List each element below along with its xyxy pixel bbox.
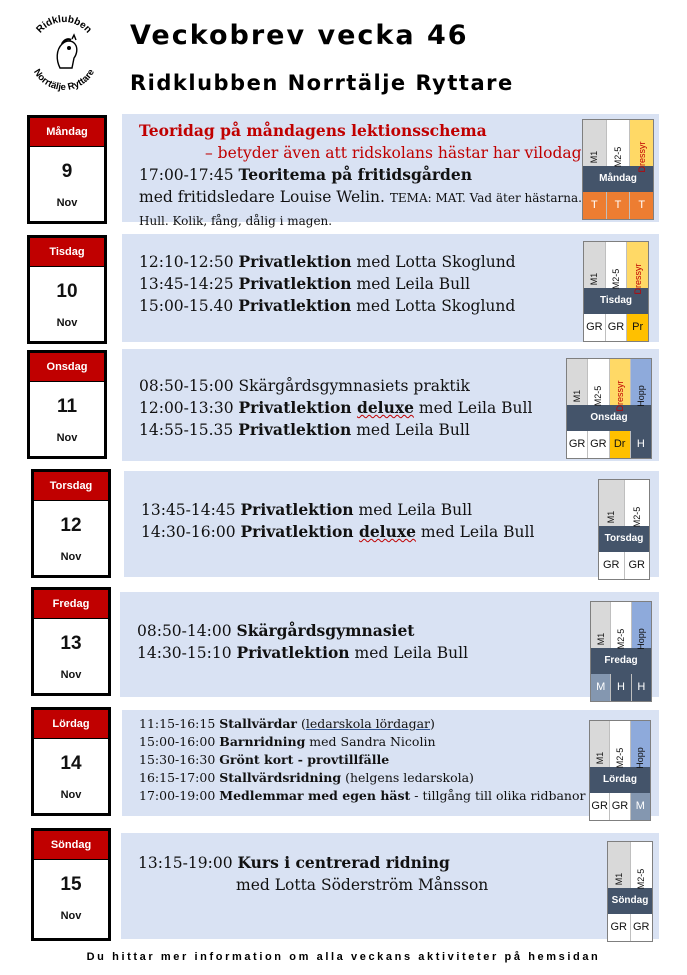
date-box-onsdag bbox=[27, 350, 107, 459]
club-logo bbox=[22, 10, 106, 94]
schedule-cell: GR bbox=[590, 793, 610, 820]
schedule-cell: GR bbox=[567, 431, 588, 458]
svg-text:Norrtälje Ryttare bbox=[31, 67, 97, 93]
schedule-table-måndag bbox=[582, 119, 654, 220]
schedule-column-label: M1 bbox=[606, 510, 617, 524]
schedule-column-header bbox=[627, 242, 648, 295]
day-number: 12 bbox=[60, 515, 82, 536]
schedule-table-onsdag bbox=[566, 358, 652, 459]
schedule-cell: H bbox=[632, 674, 651, 701]
schedule-table-tisdag bbox=[583, 241, 649, 342]
schedule-column-header bbox=[606, 242, 628, 288]
day-month: Nov bbox=[56, 317, 78, 329]
day-number: 9 bbox=[61, 161, 73, 182]
activity-text: med Leila Bull bbox=[349, 644, 469, 662]
activity-line bbox=[139, 375, 532, 397]
activity-text: med Leila Bull bbox=[351, 275, 471, 293]
schedule-column-header bbox=[607, 120, 631, 166]
activity-text: 14:30-16:00 bbox=[141, 523, 241, 541]
day-month: Nov bbox=[60, 669, 82, 681]
activity-line bbox=[139, 186, 582, 209]
schedule-column-header bbox=[583, 120, 607, 166]
schedule-column-label: M2-5 bbox=[615, 628, 626, 650]
activity-text: med Lotta Skoglund bbox=[351, 253, 516, 271]
activity-text: ledarskola lördagar bbox=[305, 716, 431, 731]
day-name: Söndag bbox=[34, 831, 108, 860]
schedule-column-header bbox=[632, 602, 651, 648]
activity-text: Stallvärdsridning bbox=[219, 770, 342, 785]
day-panel-tisdag bbox=[122, 234, 659, 342]
activity-line bbox=[139, 164, 582, 186]
activity-text: Privatlektion bbox=[238, 398, 357, 417]
activity-text: Privatlektion bbox=[238, 296, 352, 315]
activity-text: (helgens ledarskola) bbox=[341, 770, 474, 785]
schedule-day-label: Fredag bbox=[591, 648, 651, 674]
schedule-column-label: M1 bbox=[589, 150, 600, 164]
day-name: Lördag bbox=[34, 710, 108, 739]
schedule-day-label: Torsdag bbox=[599, 526, 649, 552]
schedule-table-fredag bbox=[590, 601, 652, 702]
activity-text: 13:15-19:00 bbox=[138, 854, 238, 872]
schedule-day-label: Tisdag bbox=[584, 288, 648, 314]
svg-text:Ridklubben bbox=[34, 14, 93, 36]
schedule-column-label: M2-5 bbox=[631, 506, 642, 528]
schedule-cell: Pr bbox=[627, 314, 648, 341]
activity-text: Teoridag på måndagens lektionsschema bbox=[139, 121, 487, 140]
schedule-cell: GR bbox=[631, 914, 653, 941]
schedule-column-header bbox=[611, 602, 631, 648]
activity-text: Stallvärdar bbox=[219, 716, 298, 731]
page-subtitle: Ridklubben Norrtälje Ryttare bbox=[130, 71, 514, 95]
schedule-column-header bbox=[631, 842, 653, 888]
day-panel-söndag bbox=[121, 833, 659, 939]
schedule-column-label: M2-5 bbox=[614, 747, 625, 769]
activity-text: med Leila Bull bbox=[351, 421, 470, 439]
activity-text: 11:15-16:15 bbox=[139, 716, 220, 731]
activity-text: 14:30-15:10 bbox=[137, 644, 237, 662]
activity-line bbox=[139, 251, 516, 273]
activity-text: med Sandra Nicolin bbox=[305, 734, 436, 749]
day-name: Onsdag bbox=[30, 353, 104, 382]
schedule-column-header bbox=[631, 721, 650, 767]
day-name: Torsdag bbox=[34, 472, 108, 501]
activity-text: 12:10-12:50 bbox=[139, 253, 239, 271]
day-panel-torsdag bbox=[124, 471, 659, 577]
activity-line bbox=[139, 733, 586, 751]
activity-text: Medlemmar med egen häst bbox=[219, 788, 411, 803]
day-name: Tisdag bbox=[30, 238, 104, 267]
activity-text: TEMA: MAT. Vad äter hästarna. bbox=[389, 191, 582, 205]
activity-text: Privatlektion bbox=[238, 420, 352, 439]
date-box-måndag bbox=[27, 115, 107, 224]
activity-text: Privatlektion bbox=[238, 274, 352, 293]
activity-text: 13:45-14:45 bbox=[141, 501, 241, 519]
schedule-column-label: M1 bbox=[589, 272, 600, 286]
activity-text: deluxe bbox=[356, 398, 414, 417]
activity-text: 17:00-19:00 bbox=[139, 788, 220, 803]
activity-text: med Lotta Söderström Månsson bbox=[236, 876, 489, 894]
schedule-column-label: Dressyr bbox=[614, 380, 625, 412]
activity-text: deluxe bbox=[358, 522, 416, 541]
activity-text: Privatlektion bbox=[240, 522, 359, 541]
schedule-cell: GR bbox=[608, 914, 631, 941]
schedule-column-header bbox=[584, 242, 606, 288]
schedule-cell: T bbox=[583, 192, 607, 219]
schedule-column-label: Hopp bbox=[636, 628, 647, 650]
schedule-cell: T bbox=[607, 192, 631, 219]
activity-text: Privatlektion bbox=[238, 252, 352, 271]
schedule-column-header bbox=[631, 359, 651, 405]
activity-text: 15:30-16:30 bbox=[139, 752, 220, 767]
schedule-column-label: Dressyr bbox=[632, 263, 643, 295]
activity-text: 15:00-15.40 bbox=[139, 297, 239, 315]
schedule-column-label: M2-5 bbox=[593, 385, 604, 407]
activity-line bbox=[139, 120, 582, 142]
activity-line bbox=[139, 769, 586, 787]
activity-text: ( bbox=[297, 716, 306, 731]
day-month: Nov bbox=[56, 432, 78, 444]
schedule-column-label: M1 bbox=[594, 751, 605, 765]
day-name: Måndag bbox=[30, 118, 104, 147]
schedule-cell: T bbox=[630, 192, 653, 219]
activity-text: med fritidsledare Louise Welin. bbox=[139, 188, 390, 206]
date-box-tisdag bbox=[27, 235, 107, 344]
schedule-day-label: Söndag bbox=[608, 888, 652, 914]
horse-head-icon bbox=[57, 35, 77, 68]
footer-note: Du hittar mer information om alla veckans aktiviteter på hemsidan bbox=[86, 951, 601, 963]
activity-line bbox=[139, 142, 582, 164]
schedule-column-label: M1 bbox=[613, 872, 624, 886]
activity-line bbox=[139, 295, 516, 317]
schedule-column-header bbox=[608, 842, 631, 888]
activity-text: Barnridning bbox=[219, 734, 306, 749]
day-number: 13 bbox=[60, 633, 82, 654]
schedule-table-lördag bbox=[589, 720, 651, 821]
schedule-column-label: M1 bbox=[572, 389, 583, 403]
activity-line bbox=[139, 715, 586, 733]
schedule-table-söndag bbox=[607, 841, 653, 942]
activity-text: 15:00-16:00 bbox=[139, 734, 220, 749]
logo-bottom-text: Norrtälje Ryttare bbox=[31, 67, 97, 94]
day-number: 14 bbox=[60, 753, 82, 774]
schedule-column-label: M2-5 bbox=[636, 868, 647, 890]
schedule-day-label: Lördag bbox=[590, 767, 650, 793]
activity-text: 14:55-15.35 bbox=[139, 421, 239, 439]
schedule-column-header bbox=[567, 359, 588, 405]
activity-text: ) bbox=[430, 716, 435, 731]
activity-text: Hull. Kolik, fång, dålig i magen. bbox=[139, 214, 333, 228]
activity-text: Privatlektion bbox=[240, 500, 354, 519]
date-box-torsdag bbox=[31, 469, 111, 578]
schedule-column-label: Dressyr bbox=[636, 141, 647, 173]
activity-text: med Lotta Skoglund bbox=[351, 297, 516, 315]
activity-line bbox=[137, 620, 468, 642]
schedule-cell: M bbox=[631, 793, 650, 820]
activity-text: Grönt kort - provtillfälle bbox=[219, 752, 390, 767]
date-box-söndag bbox=[31, 828, 111, 941]
day-name: Fredag bbox=[34, 590, 108, 619]
schedule-cell: H bbox=[611, 674, 631, 701]
schedule-column-label: M2-5 bbox=[611, 268, 621, 290]
schedule-column-header bbox=[625, 480, 650, 526]
activity-text: 16:15-17:00 bbox=[139, 770, 220, 785]
activity-text: med Leila Bull bbox=[415, 523, 535, 541]
schedule-column-label: M1 bbox=[595, 632, 606, 646]
schedule-column-label: Hopp bbox=[635, 385, 646, 407]
schedule-cell: GR bbox=[588, 431, 609, 458]
activity-text: – betyder även att ridskolans hästar har vilodag bbox=[205, 144, 582, 162]
activity-line bbox=[139, 751, 586, 769]
schedule-cell: Dr bbox=[610, 431, 631, 458]
schedule-cell: GR bbox=[599, 552, 625, 579]
schedule-column-header bbox=[591, 602, 611, 648]
activity-text: Privatlektion bbox=[236, 643, 350, 662]
schedule-cell: GR bbox=[610, 793, 630, 820]
activity-line bbox=[138, 874, 488, 896]
schedule-cell: H bbox=[631, 431, 651, 458]
activity-text: med Leila Bull bbox=[353, 501, 473, 519]
schedule-column-label: Hopp bbox=[635, 747, 646, 769]
day-panel-lördag bbox=[122, 710, 659, 816]
day-number: 11 bbox=[56, 396, 78, 417]
activity-text: med Leila Bull bbox=[413, 399, 533, 417]
activity-line bbox=[139, 787, 586, 805]
schedule-cell: GR bbox=[584, 314, 606, 341]
day-month: Nov bbox=[60, 551, 82, 563]
activity-line bbox=[138, 852, 488, 874]
activity-line bbox=[141, 499, 534, 521]
activity-text: Teoritema på fritidsgården bbox=[238, 165, 473, 184]
activity-text: - tillgång till olika ridbanor bbox=[410, 788, 586, 803]
activity-text: 08:50-14:00 bbox=[137, 622, 237, 640]
activity-text: 13:45-14:25 bbox=[139, 275, 239, 293]
schedule-column-header bbox=[599, 480, 625, 526]
schedule-table-torsdag bbox=[598, 479, 650, 580]
schedule-cell: GR bbox=[625, 552, 650, 579]
activity-text: Skärgårdsgymnasiet bbox=[236, 621, 415, 640]
activity-text: 17:00-17:45 bbox=[139, 166, 239, 184]
day-month: Nov bbox=[60, 789, 82, 801]
activity-line bbox=[139, 419, 532, 441]
schedule-column-header bbox=[630, 120, 653, 173]
date-box-fredag bbox=[31, 587, 111, 696]
activity-line bbox=[141, 521, 534, 543]
schedule-day-label: Måndag bbox=[583, 166, 653, 192]
logo-top-text: Ridklubben bbox=[34, 13, 94, 36]
day-number: 10 bbox=[56, 281, 78, 302]
schedule-column-header bbox=[590, 721, 610, 767]
activity-line bbox=[139, 209, 582, 232]
activity-text: 12:00-13:30 bbox=[139, 399, 239, 417]
schedule-column-header bbox=[610, 721, 630, 767]
day-number: 15 bbox=[60, 874, 82, 895]
schedule-column-header bbox=[588, 359, 609, 405]
page-title: Veckobrev vecka 46 bbox=[130, 20, 469, 51]
activity-line bbox=[137, 642, 468, 664]
schedule-column-label: M2-5 bbox=[613, 146, 623, 168]
schedule-day-label: Onsdag bbox=[567, 405, 651, 431]
activity-line bbox=[139, 273, 516, 295]
activity-line bbox=[139, 397, 532, 419]
activity-text: 08:50-15:00 Skärgårdsgymnasiets praktik bbox=[139, 377, 470, 395]
day-month: Nov bbox=[56, 197, 78, 209]
schedule-cell: M bbox=[591, 674, 611, 701]
activity-text: Kurs i centrerad ridning bbox=[237, 853, 450, 872]
schedule-column-header bbox=[610, 359, 631, 412]
day-panel-fredag bbox=[120, 592, 659, 697]
schedule-cell: GR bbox=[606, 314, 628, 341]
day-month: Nov bbox=[60, 910, 82, 922]
date-box-lördag bbox=[31, 707, 111, 816]
day-panel-måndag bbox=[122, 114, 659, 228]
